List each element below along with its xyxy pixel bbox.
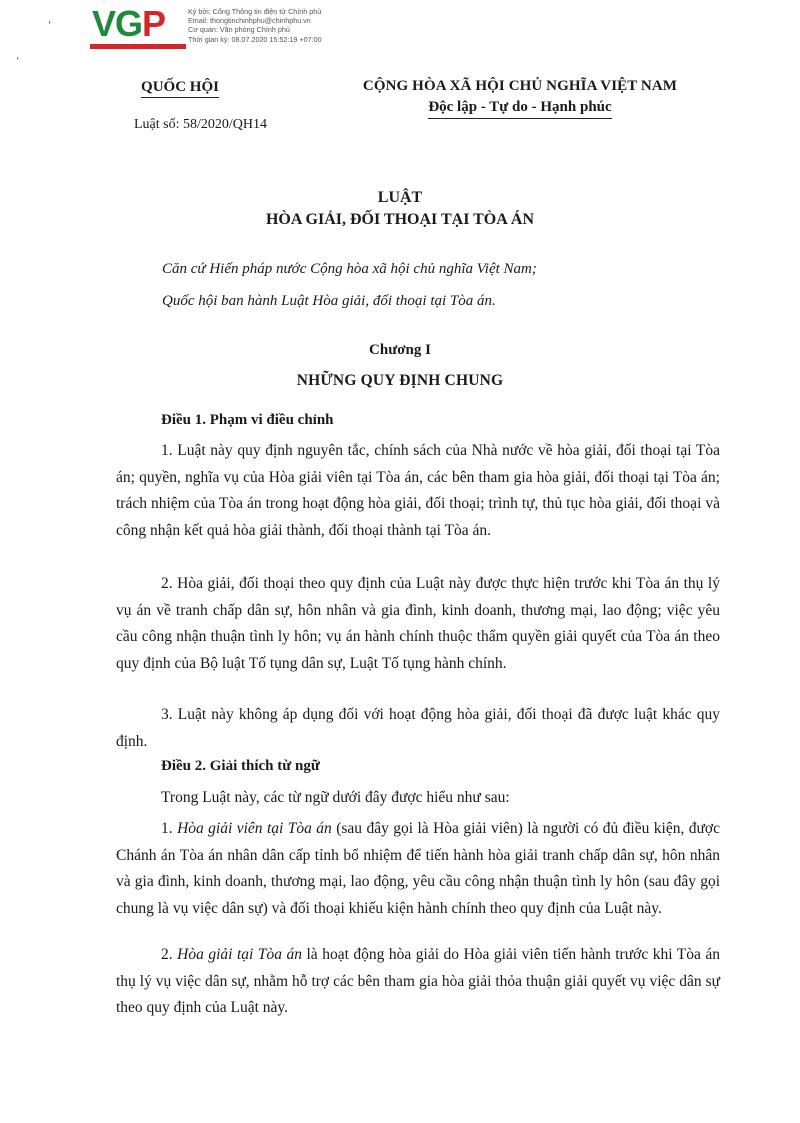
- article-2-intro: Trong Luật này, các từ ngữ dưới đây được hiểu như sau:: [161, 789, 510, 806]
- signature-line: Ký bởi: Cổng Thông tin điện tử Chính phủ: [188, 7, 322, 16]
- scan-speck: ‘: [48, 20, 52, 31]
- article-1-heading: Điều 1. Phạm vi điều chỉnh: [161, 412, 334, 428]
- article-2-definition-1: 1. Hòa giải viên tại Tòa án (sau đây gọi là Hòa giải viên) là người có đủ điều kiện, được Chánh án Tòa án nhân dân cấp tỉnh bổ nhiệm để tiến hành hòa giải tranh chấp dân sự, hôn nhân và gia đình, kinh doanh, thương mại, lao động, yêu cầu công nhận thuận tình ly hôn (sau đây gọi chung là vụ việc dân sự) và đối thoại khiếu kiện hành chính theo quy định của Luật này.: [116, 820, 721, 917]
- signature-line: Cơ quan: Văn phòng Chính phủ: [188, 25, 290, 35]
- chapter-number: Chương I: [369, 342, 431, 358]
- scan-speck: ‘: [16, 56, 20, 67]
- issuer-name: QUỐC HỘI: [141, 79, 219, 98]
- national-heading: [350, 78, 690, 119]
- signature-line: Email: thongtinchinhphu@chinhphu.vn: [188, 16, 311, 26]
- signature-line: Thời gian ký: 08.07.2020 15:52:19 +07:00: [188, 34, 322, 44]
- law-number: Luật số: 58/2020/QH14: [134, 117, 267, 132]
- preamble-line: Quốc hội ban hành Luật Hòa giải, đối thoại tại Tòa án.: [162, 293, 496, 309]
- preamble-line: Căn cứ Hiến pháp nước Cộng hòa xã hội chủ nghĩa Việt Nam;: [162, 261, 537, 277]
- nation-name: CỘNG HÒA XÃ HỘI CHỦ NGHĨA VIỆT NAM: [362, 78, 678, 94]
- digital-signature-stamp: [88, 3, 418, 52]
- article-1-clause-1: 1. Luật này quy định nguyên tắc, chính sách của Nhà nước về hòa giải, đối thoại tại Tòa án; quyền, nghĩa vụ của Hòa giải viên tại Tòa án, các bên tham gia hòa giải, đối thoại tại Tòa án; trách nhiệm của Tòa án trong hoạt động hòa giải, đối thoại; trình tự, thủ tục hòa giải, đối thoại và công nhận kết quả hòa giải thành, đối thoại thành tại Tòa án.: [116, 442, 720, 539]
- document-type: LUẬT: [377, 189, 423, 206]
- issuer-block: [60, 78, 300, 98]
- article-1-clause-3: 3. Luật này không áp dụng đối với hoạt động hòa giải, đối thoại đã được luật khác quy định.: [116, 706, 720, 750]
- national-motto: Độc lập - Tự do - Hạnh phúc: [428, 99, 611, 119]
- defined-term: Hòa giải viên tại Tòa án: [177, 820, 332, 837]
- article-2-definition-2: 2. Hòa giải tại Tòa án là hoạt động hòa giải do Hòa giải viên tiến hành trước khi Tòa án thụ lý vụ việc dân sự, nhằm hỗ trợ các bên tham gia hòa giải thỏa thuận giải quyết vụ việc dân sự theo quy định của Luật này.: [116, 946, 720, 1016]
- signature-info: [188, 7, 322, 44]
- chapter-title: NHỮNG QUY ĐỊNH CHUNG: [296, 372, 504, 389]
- article-1-clause-2: 2. Hòa giải, đối thoại theo quy định của Luật này được thực hiện trước khi Tòa án thụ lý vụ án về tranh chấp dân sự, hôn nhân và gia đình, kinh doanh, thương mại, lao động; việc yêu cầu công nhận thuận tình ly hôn; vụ án hành chính thuộc thẩm quyền giải quyết của Tòa án theo quy định của Bộ luật Tố tụng dân sự, Luật Tố tụng hành chính.: [116, 575, 720, 672]
- defined-term: Hòa giải tại Tòa án: [177, 946, 302, 963]
- document-title: HÒA GIẢI, ĐỐI THOẠI TẠI TÒA ÁN: [265, 211, 535, 228]
- vgp-logo: VGP: [88, 6, 186, 52]
- article-2-heading: Điều 2. Giải thích từ ngữ: [161, 758, 320, 774]
